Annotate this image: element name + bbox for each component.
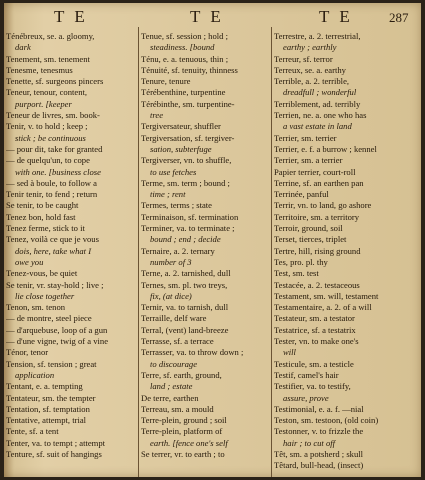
dictionary-entry-line: Ternaire, a. 2. ternary [141,245,215,256]
dictionary-entry-line: Termes, terms ; state [141,200,212,211]
dictionary-entry-line: Tenure, tenure [141,76,191,87]
dictionary-entry-line: to discourage [150,358,198,369]
page-number: 287 [389,10,409,25]
dictionary-entry-line: Testicule, sm. a testicle [274,358,354,369]
dictionary-entry-line: Tenez-vous, be quiet [6,268,78,279]
dictionary-entry-line: — pour dit, take for granted [6,143,103,154]
dictionary-entry-line: — d'arquebuse, loop of a gun [6,324,108,335]
dictionary-entry-line: Terrier, e. f. a burrow ; kennel [274,143,377,154]
dictionary-entry-line: Teneur de livres, sm. book- [6,110,100,121]
dictionary-entry-line: earth. [fence one's self [150,437,228,448]
dictionary-entry-line: steadiness. [bound [150,42,215,53]
dictionary-entry-line: Ternir, va. to tarnish, dull [141,302,229,313]
dictionary-entry-line: Tergiversation, sf. tergiver- [141,132,235,143]
dictionary-entry-line: Tenesme, tenesmus [6,64,73,75]
dictionary-entry-line: Terraille, delf ware [141,313,207,324]
dictionary-entry-line: sation, subterfuge [150,143,212,154]
dictionary-entry-line: Ternes, sm. pl. two treys, [141,279,228,290]
dictionary-entry-line: number of 3 [150,256,192,267]
dictionary-entry-line: Terme, sm. term ; bound ; [141,177,230,188]
dictionary-entry-line: Territoire, sm. a territory [274,211,360,222]
dictionary-entry-line: Terre-plein, platform of [141,426,223,437]
dictionary-entry-line: Tente, sf. a tent [6,426,59,437]
dictionary-entry-line: Se tenir, to be caught [6,200,79,211]
dictionary-entry-line: stick ; be continuous [15,132,86,143]
dictionary-page [4,3,421,477]
dictionary-entry-line: lie close together [15,290,75,301]
dictionary-entry-line: Ténébreux, se. a. gloomy, [6,31,95,41]
dictionary-entry-line: Tenement, sm. tenement [6,53,90,64]
column-middle [141,31,269,475]
dictionary-entry-line: Testament, sm. will, testament [274,290,379,301]
dictionary-entry-line: Têtard, bull-head, (insect) [274,460,364,471]
dictionary-entry-line: will [283,347,296,358]
dictionary-entry-line: — de quelqu'un, to cope [6,155,90,166]
dictionary-entry-line: Tension, sf. tension ; great [6,358,97,369]
dictionary-entry-line: Testif, camel's hair [274,369,339,380]
dictionary-entry-line: with one. [business close [15,166,101,177]
dictionary-entry-line: a vast estate in land [283,121,352,132]
dictionary-entry-line: Testamentaire, a. 2. of a will [274,302,372,313]
dictionary-entry-line: Terminer, va. to terminate ; [141,223,235,234]
dictionary-entry-line: Testifier, va. to testify, [274,381,351,392]
dictionary-entry-line: Têt, sm. a potsherd ; skull [274,448,364,459]
dictionary-entry-line: Tentative, attempt, trial [6,415,87,426]
dictionary-entry-line: Tenon, sm. tenon [6,302,66,313]
dictionary-entry-line: Tertre, hill, rising ground [274,245,361,256]
dictionary-entry-line: Tentateur, sm. the tempter [6,392,96,403]
dictionary-entry-line: Se terrer, vr. to earth ; to [141,448,225,459]
dictionary-entry-line: Papier terrier, court-roll [274,166,356,177]
dictionary-entry-line: Terrestre, a. 2. terrestrial, [274,31,361,41]
running-header [4,7,421,29]
dictionary-entry-line: Terre-plein, ground ; soil [141,415,227,426]
dictionary-entry-line: Térébinthe, sm. turpentine- [141,98,235,109]
dictionary-entry-line: hair ; to cut off [283,437,336,448]
dictionary-entry-line: to use fetches [150,166,197,177]
dictionary-entry-line: bound ; end ; decide [150,234,221,245]
dictionary-entry-line: Terrier, sm. terrier [274,132,337,143]
dictionary-entry-line: tree [150,110,164,121]
dictionary-entry-line: Terrien, ne. a. one who has [274,110,367,121]
dictionary-entry-line: Test, sm. test [274,268,319,279]
dictionary-entry-line: purport. [keeper [15,98,72,109]
column-right [274,31,402,475]
dictionary-entry-line: land ; estate [150,381,193,392]
header-right-guide: T E [319,7,353,26]
dictionary-entry-line: Teston, sm. testoon, (old coin) [274,415,379,426]
header-middle-guide: T E [190,7,224,26]
dictionary-entry-line: Tenez ferme, stick to it [6,223,85,234]
dictionary-entry-line: Terre, sf. earth, ground, [141,369,222,380]
dictionary-entry-line: Terriblement, ad. terribly [274,98,361,109]
dictionary-entry-line: Terreux, se. a. earthy [274,64,346,75]
dictionary-entry-line: Terreur, sf. terror [274,53,333,64]
dictionary-entry-line: Terrier, sm. a terrier [274,155,343,166]
dictionary-entry-line: Tenue, sf. session ; hold ; [141,31,228,41]
dictionary-entry-line: Se tenir, vr. stay-hold ; live ; [6,279,104,290]
dictionary-entry-line: dark [15,42,31,53]
dictionary-entry-line: assure, prove [283,392,329,403]
dictionary-entry-line: Terrir, vn. to land, go ashore [274,200,372,211]
dictionary-entry-line: Ténu, e. a. tenuous, thin ; [141,53,229,64]
dictionary-entry-line: Testatrice, sf. a testatrix [274,324,356,335]
dictionary-entry-line: dois, here, take what I [15,245,92,256]
dictionary-entry-line: Terrinée, panful [274,189,329,200]
dictionary-entry-line: Tenture, sf. suit of hangings [6,448,102,459]
dictionary-entry-line: Tenir, v. to hold ; keep ; [6,121,88,132]
dictionary-entry-line: application [15,369,55,380]
dictionary-entry-line: Terne, a. 2. tarnished, dull [141,268,231,279]
dictionary-entry-line: Terrible, a. 2. terrible, [274,76,350,87]
dictionary-entry-line: Tester, vn. to make one's [274,336,359,347]
dictionary-entry-line: earthy ; earthly [283,42,337,53]
header-left-guide: T E [54,7,88,26]
dictionary-entry-line: De terre, earthen [141,392,199,403]
dictionary-entry-line: Terroir, ground, soil [274,223,343,234]
dictionary-entry-line: Terminaison, sf. termination [141,211,239,222]
dictionary-entry-line: — de montre, steel piece [6,313,92,324]
dictionary-entry-line: owe you [15,256,44,267]
dictionary-entry-line: — sed à boule, to follow a [6,177,97,188]
dictionary-entry-line: Terreau, sm. a mould [141,403,214,414]
dictionary-entry-line: dreadfull ; wonderful [283,87,357,98]
dictionary-entry-line: Tenette, sf. surgeons pincers [6,76,104,87]
dictionary-entry-line: Terrasser, va. to throw down ; [141,347,244,358]
dictionary-entry-line: Tenez, voilà ce que je vous [6,234,99,245]
dictionary-entry-line: Terset, tierces, triplet [274,234,347,245]
dictionary-entry-line: Tentation, sf. temptation [6,403,90,414]
dictionary-entry-line: Terral, (vent) land-breeze [141,324,229,335]
dictionary-entry-line: time ; rent [150,189,186,200]
column-rule-right [271,27,272,477]
dictionary-entry-line: Testonner, v. to frizzle the [274,426,364,437]
dictionary-entry-line: Terrine, sf. an earthen pan [274,177,364,188]
dictionary-entry-line: Ténuité, sf. tenuity, thinness [141,64,238,75]
dictionary-entry-line: Tergiverser, vn. to shuffle, [141,155,232,166]
dictionary-entry-line: Térébenthine, turpentine [141,87,226,98]
dictionary-entry-line: Testateur, sm. a testator [274,313,355,324]
dictionary-entry-line: Tes, pro. pl. thy [274,256,328,267]
dictionary-entry-line: Teneur, tenour, content, [6,87,88,98]
dictionary-entry-line: Ténor, tenor [6,347,49,358]
dictionary-entry-line: Tenter, va. to tempt ; attempt [6,437,106,448]
column-rule-left [138,27,139,477]
dictionary-entry-line: — d'une vigne, twig of a vine [6,336,109,347]
dictionary-entry-line: Testimonial, e. a. f. —nial [274,403,364,414]
column-left [6,31,134,475]
dictionary-entry-line: Tentant, e. a. tempting [6,381,83,392]
dictionary-entry-line: Tergiversateur, shuffler [141,121,221,132]
dictionary-entry-line: Terrasse, sf. a terrace [141,336,214,347]
dictionary-entry-line: Tenez bon, hold fast [6,211,76,222]
dictionary-entry-line: Testacée, a. 2. testaceous [274,279,360,290]
dictionary-entry-line: Tenir tenir, to fend ; return [6,189,98,200]
dictionary-entry-line: fix, (at dice) [150,290,192,301]
